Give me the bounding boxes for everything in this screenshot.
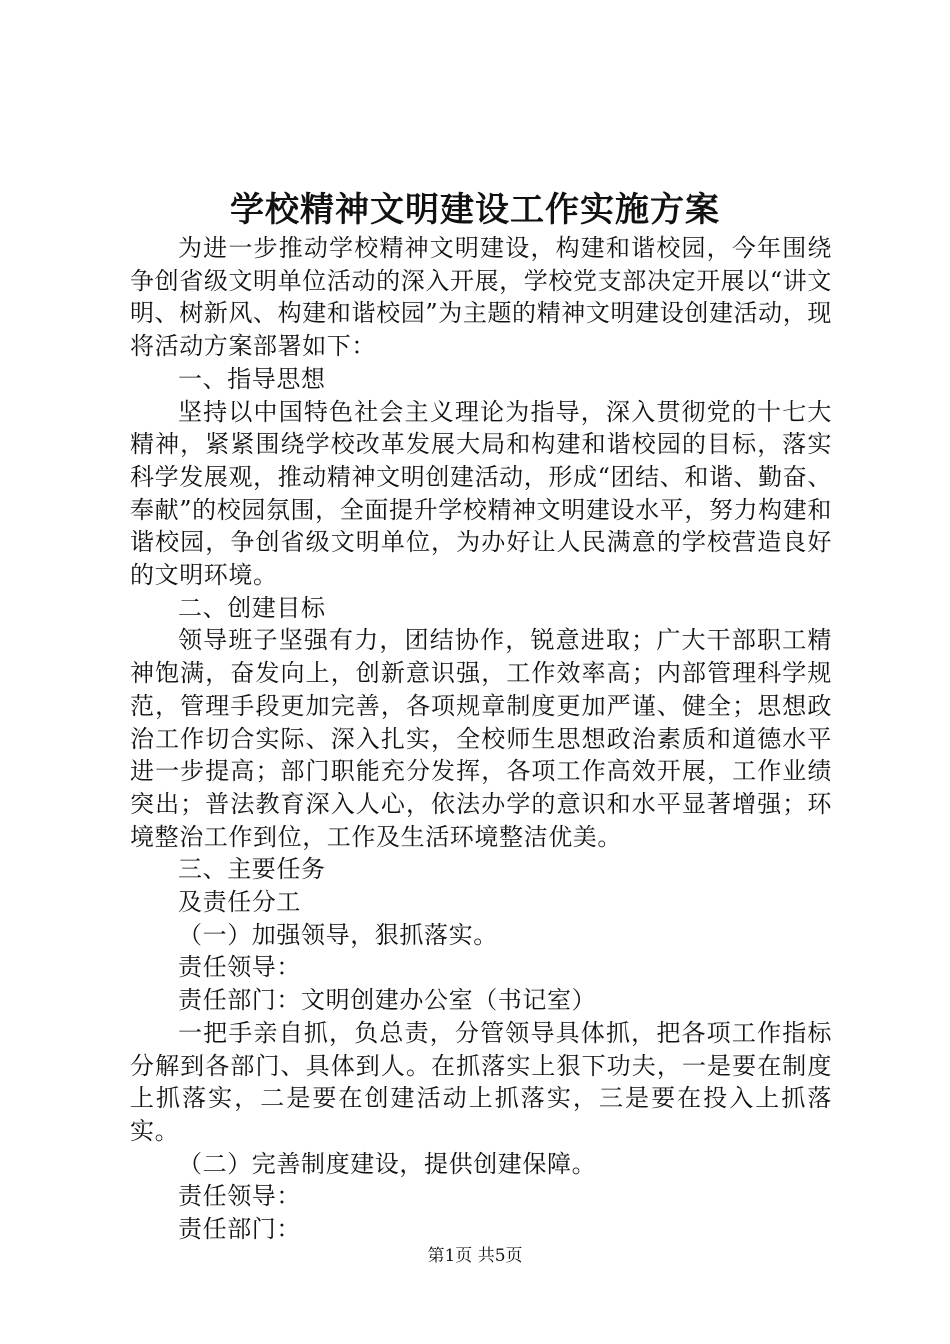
body-paragraph: 一把手亲自抓，负总责，分管领导具体抓，把各项工作指标分解到各部门、具体到人。在抓落实上狠下功夫，一是要在制度上抓落实，二是要在创建活动上抓落实，三是要在投入上抓落实。 <box>130 1018 832 1145</box>
section-heading: 及责任分工 <box>178 888 301 917</box>
section-heading: 责任部门： <box>178 1215 301 1244</box>
body-paragraph: 领导班子坚强有力，团结协作，锐意进取；广大干部职工精神饱满，奋发向上，创新意识强，工作效率高；内部管理科学规范，管理手段更加完善，各项规章制度更加严谨、健全；思想政治工作切合实际、深入扎实，全校师生思想政治素质和道德水平进一步提高；部门职能充分发挥，各项工作高效开展，工作业绩突出；普法教育深入人心，依法办学的意识和水平显著增强；环境整治工作到位，工作及生活环境整洁优美。 <box>130 626 832 851</box>
section-heading: 责任领导： <box>178 953 301 982</box>
section-heading: 责任部门：文明创建办公室（书记室） <box>178 986 597 1015</box>
section-heading: （二）完善制度建设，提供创建保障。 <box>178 1149 597 1178</box>
section-heading: 责任领导： <box>178 1182 301 1211</box>
section-heading: 二、创建目标 <box>178 593 326 622</box>
body-paragraph: 坚持以中国特色社会主义理论为指导，深入贯彻党的十七大精神，紧紧围绕学校改革发展大局和构建和谐校园的目标，落实科学发展观，推动精神文明创建活动，形成“团结、和谐、勤奋、奉献”的校园氛围，全面提升学校精神文明建设水平，努力构建和谐校园，争创省级文明单位，为办好让人民满意的学校营造良好的文明环境。 <box>130 397 832 590</box>
document-title: 学校精神文明建设工作实施方案 <box>230 190 720 230</box>
section-heading: 一、指导思想 <box>178 364 326 393</box>
body-paragraph: 为进一步推动学校精神文明建设，构建和谐校园，今年围绕争创省级文明单位活动的深入开展，学校党支部决定开展以“讲文明、树新风、构建和谐校园”为主题的精神文明建设创建活动，现将活动方案部署如下： <box>130 234 832 361</box>
section-heading: 三、主要任务 <box>178 855 326 884</box>
section-heading: （一）加强领导，狠抓落实。 <box>178 920 498 949</box>
page-footer: 第1页 共5页 <box>427 1246 523 1266</box>
document-body <box>130 232 832 1246</box>
